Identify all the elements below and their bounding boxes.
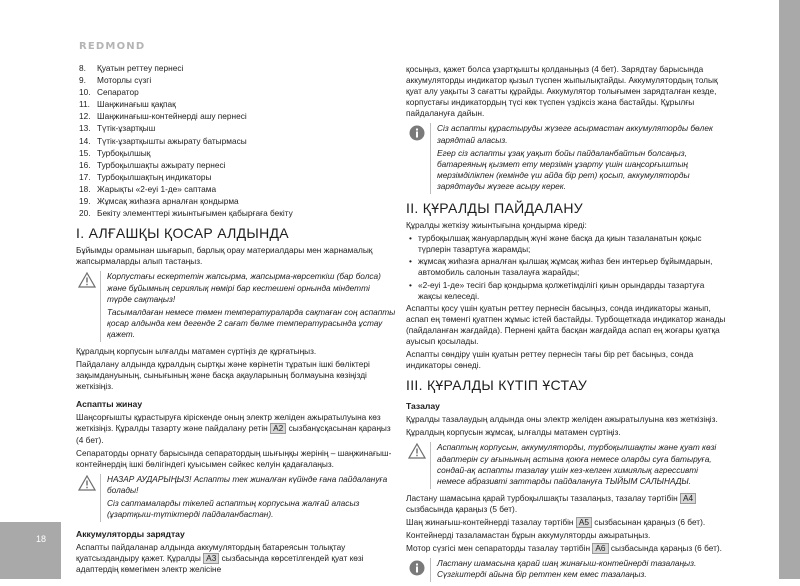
- info-icon: [406, 123, 430, 194]
- list-item-text: Қуатын реттеу пернесі: [97, 63, 184, 73]
- list-item-text: Турбоқылшық: [97, 147, 151, 158]
- warning-note: [76, 474, 397, 522]
- list-item: [76, 207, 397, 219]
- list-item: [76, 74, 397, 86]
- left-column: [76, 62, 397, 577]
- list-item: [76, 135, 397, 147]
- list-item-number: 16.: [79, 159, 91, 170]
- list-item-text: Шаңжинағыш қақпақ: [97, 99, 176, 110]
- list-item-number: 18.: [79, 183, 91, 194]
- list-item: [76, 159, 397, 171]
- paragraph: Құралдың корпусын жұмсақ, ылғалды матамен сүртіңіз.: [406, 427, 621, 438]
- page-number: 18: [36, 534, 47, 544]
- right-column: [406, 64, 728, 586]
- figure-ref-tag: A6: [592, 543, 608, 554]
- list-item: [76, 110, 397, 122]
- page-number-box: [0, 522, 61, 579]
- figure-ref-tag: A5: [576, 517, 592, 528]
- list-item-number: 9.: [79, 75, 86, 86]
- list-item-text: Моторлы сүзгі: [97, 75, 152, 86]
- subheading-charging: Аккумуляторды зарядтау: [76, 529, 185, 540]
- list-item-text: Түтік-ұзартқышты ажырату батырмасы: [97, 135, 247, 146]
- list-item-number: 19.: [79, 196, 91, 207]
- list-item-number: 10.: [79, 87, 91, 98]
- list-item: [76, 98, 397, 110]
- paragraph: [406, 543, 728, 554]
- note-text: Аспаптың корпусын, аккумуляторды, турбоқылшақты және қуат көзі адаптерін су ағынының астына қоюға немесе оларды суға батыруға, сондай-ақ аспапты тазалау үшін кез-келген химиялық агрессивті немесе абразивті заттарды пайдалануға ТЫЙЫМ САЛЫНАДЫ.: [437, 442, 717, 486]
- paragraph: [76, 412, 397, 445]
- figure-ref-tag: A4: [680, 493, 696, 504]
- parts-list: [76, 62, 397, 219]
- attachments-list: [406, 233, 728, 302]
- warning-note: [76, 271, 397, 342]
- paragraph: Құралдың корпусын ылғалды матамен сүртіңіз де құрғатыңыз.: [76, 345, 317, 356]
- warning-note: [406, 442, 728, 488]
- paragraph-text: сызбанұсқасынан қараңыз (4 бет).: [76, 423, 391, 445]
- list-item-text: Жұмсақ жиһазға арналған қондырма: [97, 196, 239, 207]
- note-text: НАЗАР АУДАРЫҢЫЗ! Аспапты тек жиналған күйінде ғана пайдалануға болады!: [107, 473, 388, 495]
- paragraph-text: Шаң жинағыш-контейнерді тазалау тәртібін: [406, 517, 574, 527]
- note-text: Корпустағы ескертетін жапсырма, жапсырма-көрсеткіш (бар болса) және бұйымның сериялық нөмірі бар кестешені орнында міндетті түрде сақтаңыз!: [107, 271, 381, 304]
- list-item-number: 11.: [79, 99, 90, 110]
- list-item-text: Турбоқылшақты ажырату пернесі: [97, 159, 226, 170]
- note-text: Ластану шамасына қарай шаң жинағыш-контейнерді тазалаңыз. Сүзгіштерді айына бір реттен кем емес тазалаңыз.: [437, 558, 697, 580]
- list-item: [76, 62, 397, 74]
- figure-ref-tag: A2: [270, 423, 286, 434]
- paragraph: Құралды тазалаудың алдында оны электр желіден ажыратылуына көз жеткізіңіз.: [406, 414, 718, 425]
- list-item-text: Турбоқылшақтың индикаторы: [97, 171, 212, 182]
- note-text: Егер сіз аспапты ұзақ уақыт бойы пайдаланбайтын болсаңыз, батареяның қызмет ету мерзімін ұзарту үшін шаңсорғыштың мерзімділікпен (кемінде үш айда бір рет) қосып, аккумуляторды зарядтауды жүзеге асыру керек.: [437, 147, 690, 191]
- paragraph-text: Шаңсорғышты құрастыруға кіріскенде оның электр желіден ажыратылуына көз жеткізіңіз. Құралды тазарту және пайдалану ретін: [76, 412, 381, 434]
- list-item-text: Жарықты «2-еуі 1-де» саптама: [97, 183, 217, 194]
- paragraph-text: сызбасынан қараңыз (6 бет).: [594, 517, 706, 527]
- note-text: Сіз аспапты құрастыруды жүзеге асырмастан аккумуляторды бөлек зарядтай аласыз.: [437, 123, 713, 145]
- paragraph: Пайдалану алдында құралдың сыртқы және көрінетін тұратын ішкі бөліктері зақымдануының, сынығының және басқа ақауларының болмауына көзіңізді жеткізіңіз.: [76, 359, 370, 392]
- bullet-item: • жұмсақ жиһазға арналған қылшақ жұмсақ жиһаз бен интерьер бұйымдарын, автомобиль салонын тазалауға жарайды;: [406, 256, 728, 278]
- list-item-text: Шаңжинағыш-контейнерді ашу пернесі: [97, 111, 247, 122]
- warning-icon: [76, 474, 100, 522]
- page-edge-bar: [779, 0, 800, 579]
- section-heading-2: II. ҚҰРАЛДЫ ПАЙДАЛАНУ: [406, 200, 583, 217]
- list-item: [76, 147, 397, 159]
- figure-ref-tag: A3: [203, 553, 219, 564]
- warning-icon: [76, 271, 100, 342]
- paragraph: [406, 493, 728, 515]
- list-item: [76, 195, 397, 207]
- paragraph: қосыңыз, қажет болса ұзартқышты қолданыңыз (4 бет). Зарядтау барысында аккумуляторды индикатор қызыл түспен жыпылықтайды. Аккумулятордың толық қуат алу уақыты 3 сағатты құрайды. Аккумулятор толығымен зарядталған кезде, корпустағы индикатордың түсі көк түспен үздіксіз жана бастайды. Құрылғы пайдалануға дайын.: [406, 64, 718, 119]
- bullet-item: • турбоқылшақ жануарлардың жүні және басқа да қиын тазаланатын қоқыс түрлерін тазартуға жарамды;: [406, 233, 728, 255]
- section-heading-3: III. ҚҰРАЛДЫ КҮТІП ҰСТАУ: [406, 377, 588, 394]
- list-item: [76, 86, 397, 98]
- list-item-text: Түтік-ұзартқыш: [97, 123, 156, 134]
- note-text: Тасымалдаған немесе төмен температураларда сақтаған соң аспапты қосар алдында кем дегенде 2 сағат бөлме температурасында ұстау қажет.: [107, 306, 396, 339]
- list-item-text: Бекіту элементтері жиынтығымен қабырғаға бекіту: [97, 208, 293, 219]
- list-item: [76, 171, 397, 183]
- paragraph: Сепараторды орнату барысында сепаратордың шығыңқы жерінің – шаңжинағыш-контейнердің ішкі бөлігіндегі қуысымен сәйкес келуін қадағалаңыз.: [76, 447, 392, 469]
- list-item: [76, 183, 397, 195]
- paragraph: [406, 517, 728, 528]
- list-item-text: Сепаратор: [97, 87, 139, 98]
- section-heading-1: I. АЛҒАШҚЫ ҚОСАР АЛДЫНДА: [76, 225, 289, 242]
- paragraph-text: сызбасында көрсетілгендей қуат көзі адаптердің көмегімен электр желісіне: [76, 553, 364, 575]
- bullet-item: • «2-еуі 1-де» тесігі бар қондырма қолжетімділігі қиын орындарды тазартуға жақсы келеседі.: [406, 280, 728, 302]
- info-note: [406, 123, 728, 194]
- list-item-number: 15.: [79, 147, 91, 158]
- paragraph-text: Аспапты пайдаланар алдында аккумулятордың батареясын толықтау қуатсыздандыру қажет. Құралды: [76, 542, 346, 564]
- list-item-number: 12.: [79, 111, 91, 122]
- subheading-cleaning: Тазалау: [406, 401, 440, 412]
- paragraph-text: сызбасында қараңыз (6 бет).: [610, 543, 722, 554]
- paragraph-text: Мотор сүзгісі мен сепараторды тазалау тәртібін: [406, 543, 591, 554]
- note-text: Сіз саптамаларды тікелей аспаптың корпусына жалғай аласыз (ұзартқыш-түтіктерді пайдаланбастан).: [107, 498, 360, 520]
- paragraph: Аспапты қосу үшін қуатын реттеу пернесін басыңыз, сонда индикаторы жанып, аспап ең төменгі қуатпен жұмыс істей бастайды. Турбощеткада индикатор жанады (пайдаланған жағдайда). Пернені қайта басқан жағдайда аспап ең жоғары қуатқа ауысып қосылады.: [406, 302, 726, 346]
- paragraph: Құралды жеткізу жиынтығына қондырма кіреді:: [406, 220, 587, 231]
- paragraph-text: сызбасында қараңыз (5 бет).: [406, 503, 518, 514]
- paragraph: [76, 542, 397, 575]
- list-item: [76, 122, 397, 134]
- list-item-number: 17.: [79, 171, 91, 182]
- list-item-number: 20.: [79, 208, 91, 219]
- paragraph-text: Ластану шамасына қарай турбоқылшақты тазалаңыз, тазалау тәртібін: [406, 492, 678, 503]
- list-item-number: 8.: [79, 63, 86, 73]
- paragraph: Бұйымды орамынан шығарып, барлық орау материалдары мен жарнамалық жапсырмаларды алып тастаңыз.: [76, 245, 373, 267]
- paragraph: Контейнерді тазаламастан бұрын аккумуляторды ажыратыңыз.: [406, 530, 651, 541]
- list-item-number: 13.: [79, 123, 91, 134]
- subheading-assembly: Аспапты жинау: [76, 399, 143, 410]
- paragraph: Аспапты сөндіру үшін қуатын реттеу пернесін тағы бір рет басыңыз, сонда индикаторы сөнеді.: [406, 349, 694, 371]
- brand-logo: REDMOND: [79, 41, 146, 52]
- list-item-number: 14.: [79, 135, 91, 146]
- warning-icon: [406, 442, 430, 488]
